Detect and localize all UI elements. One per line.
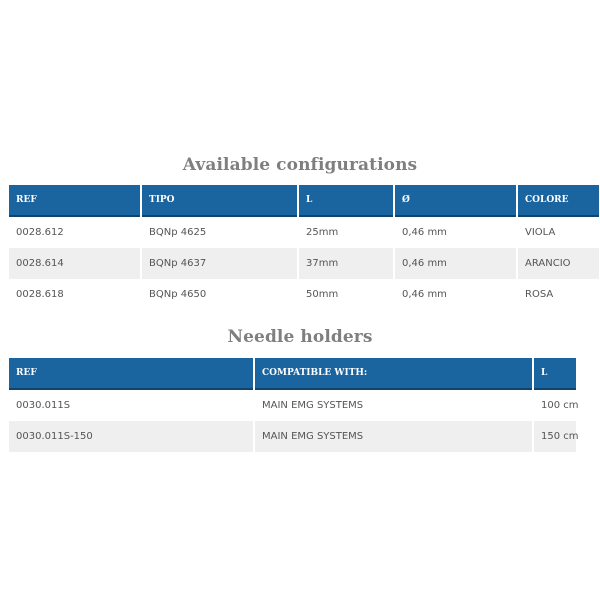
cell-ref: 0028.618 <box>9 279 140 310</box>
table-row <box>9 421 576 452</box>
column-header-diameter: Ø <box>395 185 516 217</box>
column-header-length: L <box>534 358 576 390</box>
table-header-row <box>9 358 576 390</box>
cell-diameter: 0,46 mm <box>395 248 516 279</box>
cell-length: 50mm <box>299 279 393 310</box>
cell-diameter: 0,46 mm <box>395 217 516 248</box>
cell-colore: ROSA <box>518 279 599 310</box>
table-row <box>9 390 576 421</box>
cell-tipo: BQNp 4637 <box>142 248 297 279</box>
column-header-compatible-with: COMPATIBLE WITH: <box>255 358 532 390</box>
column-header-length: L <box>299 185 393 217</box>
column-header-colore: COLORE <box>518 185 599 217</box>
needle-holders-title: Needle holders <box>227 327 373 347</box>
cell-colore: ARANCIO <box>518 248 599 279</box>
column-header-tipo: TIPO <box>142 185 297 217</box>
cell-diameter: 0,46 mm <box>395 279 516 310</box>
cell-colore: VIOLA <box>518 217 599 248</box>
column-header-ref: REF <box>9 358 253 390</box>
cell-length: 25mm <box>299 217 393 248</box>
cell-compatible-with: MAIN EMG SYSTEMS <box>255 390 532 421</box>
cell-length: 37mm <box>299 248 393 279</box>
cell-ref: 0030.011S <box>9 390 253 421</box>
table-row <box>9 248 599 279</box>
cell-ref: 0028.612 <box>9 217 140 248</box>
table-row <box>9 279 599 310</box>
cell-length: 100 cm <box>534 390 576 421</box>
cell-tipo: BQNp 4650 <box>142 279 297 310</box>
cell-compatible-with: MAIN EMG SYSTEMS <box>255 421 532 452</box>
table-header-row <box>9 185 599 217</box>
cell-ref: 0028.614 <box>9 248 140 279</box>
table-row <box>9 217 599 248</box>
cell-tipo: BQNp 4625 <box>142 217 297 248</box>
configurations-title: Available configurations <box>182 155 418 175</box>
configurations-table <box>7 185 600 310</box>
cell-length: 150 cm <box>534 421 576 452</box>
column-header-ref: REF <box>9 185 140 217</box>
cell-ref: 0030.011S-150 <box>9 421 253 452</box>
needle-holders-table <box>7 358 578 452</box>
